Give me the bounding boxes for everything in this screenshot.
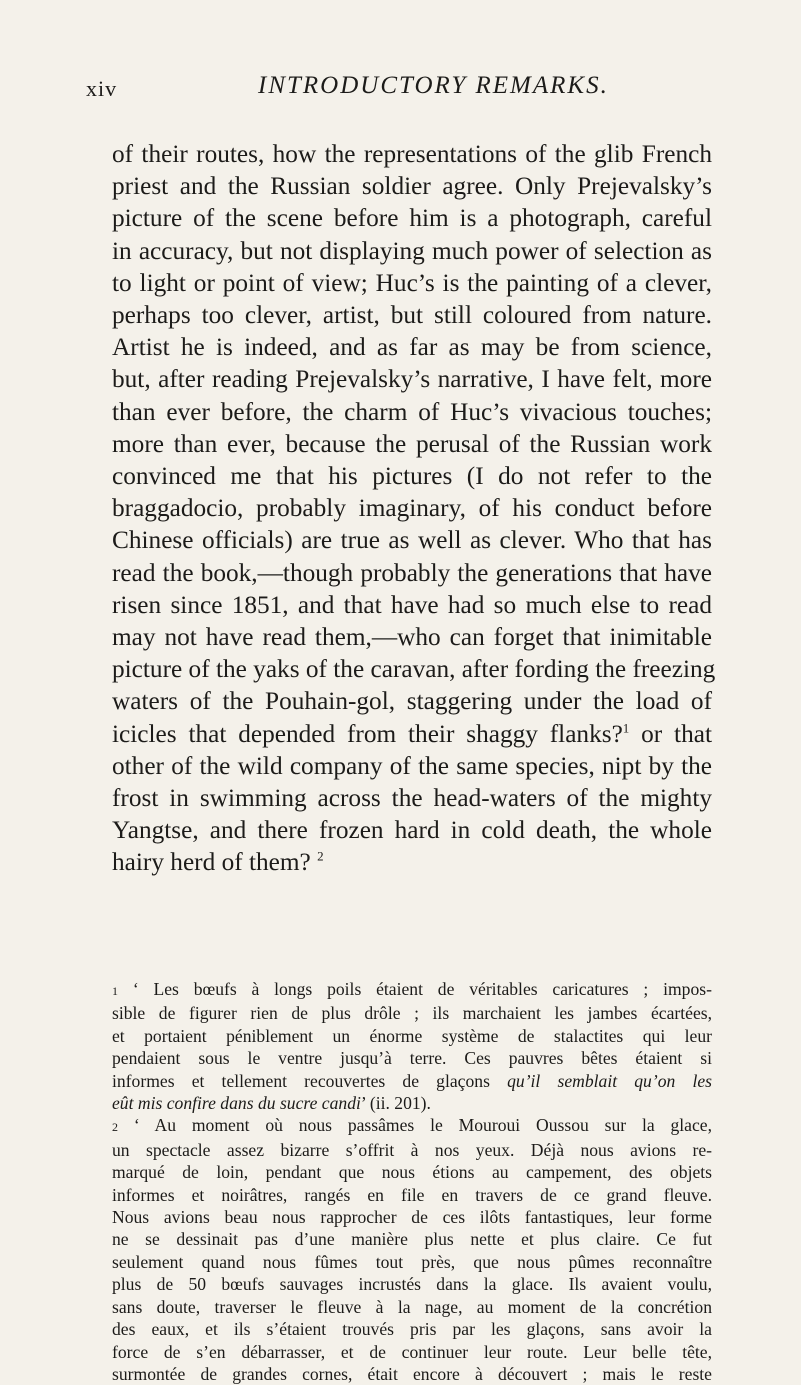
body-line: may not have read them,—who can forget that inimitable — [112, 623, 712, 652]
body-line: more than ever, because the perusal of the Russian work — [112, 429, 712, 458]
body-line: Artist he is indeed, and as far as may be from science, — [112, 333, 712, 362]
body-line: Chinese officials) are true as well as clever. Who that has — [112, 526, 712, 555]
body-line — [112, 718, 712, 750]
body-line: frost in swimming across the head-waters of the mighty — [112, 784, 712, 813]
running-head: INTRODUCTORY REMARKS. — [258, 72, 609, 99]
footnote-2-line — [112, 1114, 712, 1138]
body-line: Yangtse, and there frozen hard in cold death, the whole — [112, 816, 712, 845]
body-line: priest and the Russian soldier agree. Only Prejevalsky’s — [112, 172, 712, 201]
footnote-text: ’ (ii. 201). — [360, 1093, 431, 1114]
body-line-text: hairy herd of them? — [112, 848, 311, 877]
footnote-text: ‘ Les bœufs à longs poils étaient de véritables caricatures ; impos- — [132, 979, 712, 999]
body-line: waters of the Pouhain-gol, staggering under the load of — [112, 687, 712, 716]
body-line: risen since 1851, and that have had so much else to read — [112, 590, 712, 619]
body-line: convinced me that his pictures (I do not refer to the — [112, 462, 712, 491]
body-line: picture of the yaks of the caravan, after fording the freezing — [112, 655, 716, 684]
body-line: to light or point of view; Huc’s is the painting of a clever, — [112, 268, 712, 297]
footnote-italic: qu’il semblait qu’on les — [507, 1070, 713, 1091]
footnote-1-line — [112, 1070, 712, 1092]
body-line: in accuracy, but not displaying much power of selection as — [112, 236, 712, 265]
footnote-italic: eût mis confire dans du sucre candi — [112, 1093, 361, 1114]
footnote-1-line: pendaient sous le ventre jusqu’à terre. Ces pauvres bêtes étaient si — [112, 1048, 712, 1069]
footnote-2-line: un spectacle assez bizarre s’offrit à nos yeux. Déjà nous avions re- — [112, 1139, 712, 1160]
footnote-2-line: plus de 50 bœufs sauvages incrustés dans la glace. Ils avaient voulu, — [112, 1274, 712, 1295]
body-line-text: icicles that depended from their shaggy flanks? — [112, 719, 623, 748]
footnote-2-line: force de s’en débarrasser, et de continuer leur route. Leur belle tête, — [112, 1341, 712, 1362]
footnote-text: informes et tellement recouvertes de glaçons — [112, 1070, 490, 1091]
footnote-2-mark: 2 — [112, 1120, 118, 1135]
footnote-2-line: Nous avions beau nous rapprocher de ces ilôts fantastiques, leur forme — [112, 1207, 712, 1228]
footnote-ref-1[interactable]: 1 — [622, 720, 630, 736]
body-line: of their routes, how the representations of the glib French — [112, 140, 712, 168]
footnote-1-line: et portaient péniblement un énorme système de stalactites qui leur — [112, 1025, 712, 1046]
body-line: other of the wild company of the same species, nipt by the — [112, 751, 712, 780]
body-line: braggadocio, probably imaginary, of his conduct before — [112, 494, 712, 523]
footnote-2-line: surmontée de grandes cornes, était encore à découvert ; mais le reste — [112, 1363, 712, 1384]
page-number: xiv — [86, 76, 118, 101]
footnote-1-line — [112, 978, 712, 1002]
body-line-continuation: or that — [629, 719, 712, 748]
body-line: read the book,—though probably the generations that have — [112, 558, 712, 587]
body-line: than ever before, the charm of Huc’s vivacious touches; — [112, 397, 712, 426]
footnote-2-line: seulement quand nous fûmes tout près, que nous pûmes reconnaître — [112, 1251, 712, 1272]
body-line: picture of the scene before him is a photograph, careful — [112, 204, 712, 233]
footnote-2-line: des eaux, et ils s’étaient trouvés pris par les glaçons, sans avoir la — [112, 1319, 712, 1340]
footnotes — [112, 978, 712, 1385]
body-line: perhaps too clever, artist, but still coloured from nature. — [112, 301, 712, 330]
footnote-1-mark: 1 — [112, 984, 118, 998]
body-line — [112, 846, 712, 878]
body-line: but, after reading Prejevalsky’s narrative, I have felt, more — [112, 365, 712, 394]
footnote-1-line: sible de figurer rien de plus drôle ; ils marchaient les jambes écartées, — [112, 1003, 712, 1024]
footnote-2-line: sans doute, traverser le fleuve à la nage, au moment de la concrétion — [112, 1296, 712, 1317]
footnote-2-line: marqué de loin, pendant que nous étions au campement, des objets — [112, 1162, 712, 1183]
footnote-text: ‘ Au moment où nous passâmes le Mouroui Oussou sur la glace, — [133, 1115, 712, 1136]
main-paragraph — [112, 138, 716, 879]
footnote-2-line: informes et noirâtres, rangés en file en travers de ce grand fleuve. — [112, 1184, 712, 1205]
footnote-1-line — [112, 1092, 712, 1114]
footnote-ref-2[interactable]: 2 — [317, 849, 324, 865]
footnote-2-line: ne se dessinait pas d’une manière plus nette et plus claire. Ce fut — [112, 1229, 712, 1250]
